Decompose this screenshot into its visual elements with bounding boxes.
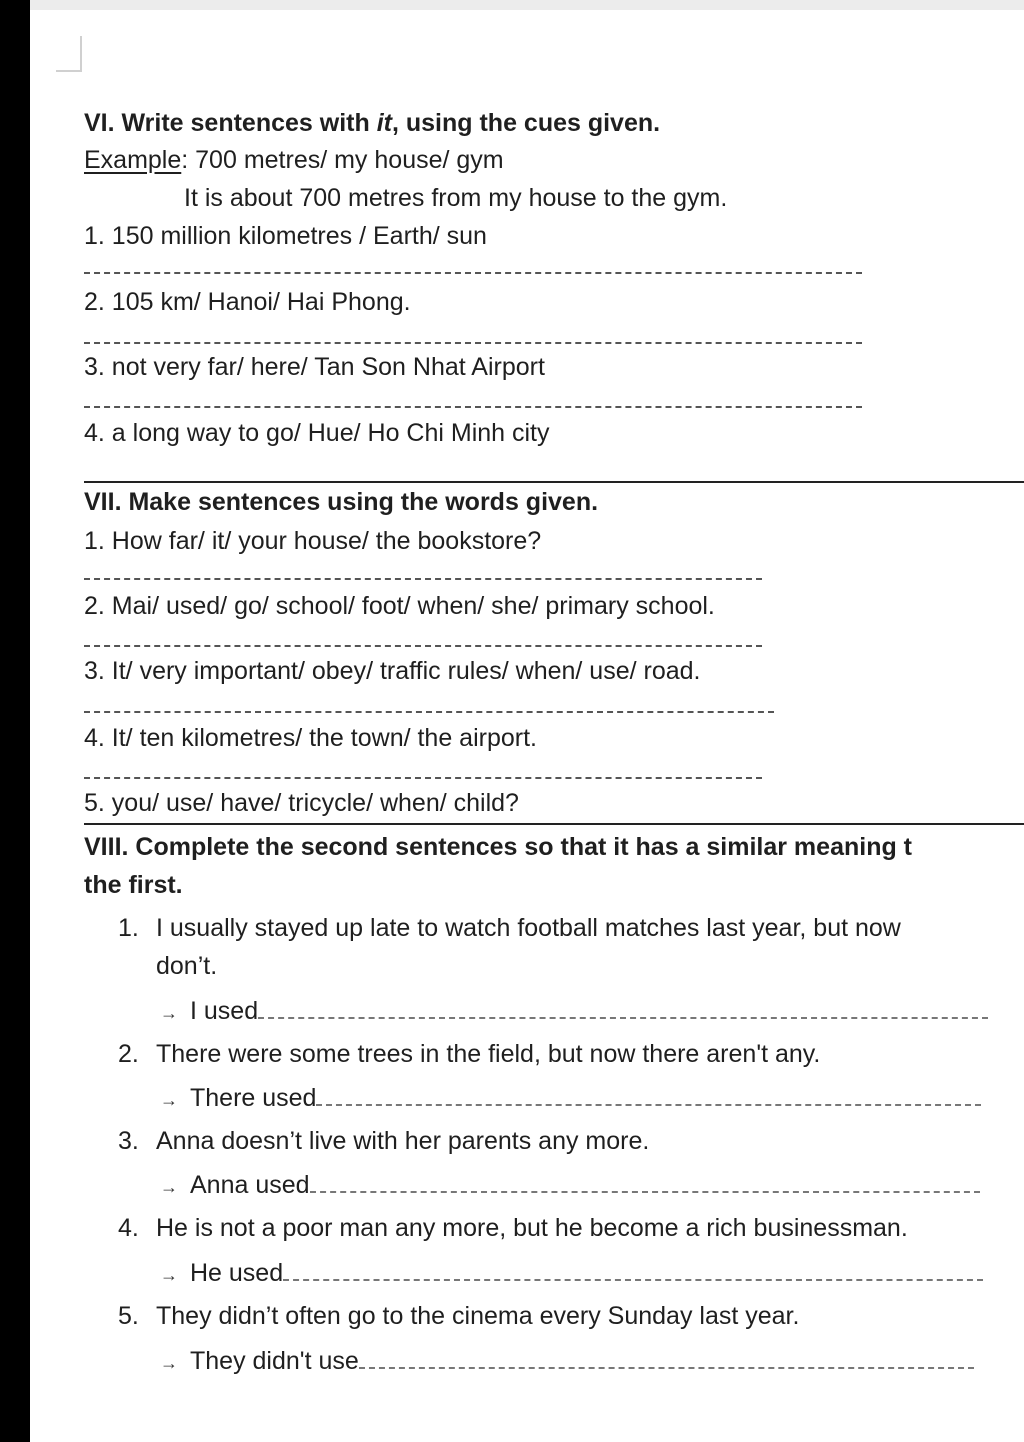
section-6-heading bbox=[84, 108, 660, 138]
s8-item-1-number: 1. bbox=[118, 914, 139, 942]
s8-item-5-text: They didn’t often go to the cinema every Sunday last year. bbox=[156, 1302, 800, 1330]
s8-item-3-blank[interactable] bbox=[310, 1169, 980, 1193]
arrow-icon: → bbox=[160, 1003, 178, 1023]
s8-item-2-text: There were some trees in the field, but now there aren't any. bbox=[156, 1040, 821, 1068]
left-border bbox=[0, 0, 30, 1442]
s8-item-4-answer bbox=[160, 1257, 983, 1290]
s7-answer-line-5[interactable] bbox=[84, 823, 1024, 825]
s8-item-1-text: I usually stayed up late to watch football matches last year, but now bbox=[156, 914, 901, 942]
s8-item-4-text: He is not a poor man any more, but he become a rich businessman. bbox=[156, 1214, 908, 1242]
section-8-heading-line-2: the first. bbox=[84, 871, 183, 899]
page-corner-mark bbox=[56, 36, 82, 72]
s8-item-2-prompt: There used bbox=[190, 1084, 317, 1112]
section-6-heading-pre: VI. Write sentences with bbox=[84, 109, 377, 137]
s6-answer-line-2[interactable] bbox=[84, 342, 862, 344]
section-6-heading-it: it bbox=[376, 109, 392, 137]
s6-answer-line-1[interactable] bbox=[84, 272, 862, 274]
s6-answer-line-4[interactable] bbox=[84, 481, 1024, 483]
s8-item-1-blank[interactable] bbox=[258, 995, 988, 1019]
s8-item-2-blank[interactable] bbox=[316, 1082, 981, 1106]
s8-item-1-text-cont: don’t. bbox=[156, 952, 218, 980]
s8-item-3-answer bbox=[160, 1169, 980, 1202]
s6-item-3: 3. not very far/ here/ Tan Son Nhat Airport bbox=[84, 353, 545, 381]
top-bar bbox=[0, 0, 1024, 10]
s7-answer-line-1[interactable] bbox=[84, 578, 762, 580]
example-cue: : 700 metres/ my house/ gym bbox=[181, 146, 504, 174]
s8-item-5-prompt: They didn't use bbox=[190, 1347, 359, 1375]
s6-item-1: 1. 150 million kilometres / Earth/ sun bbox=[84, 222, 487, 250]
s8-item-4-prompt: He used bbox=[190, 1259, 284, 1287]
arrow-icon: → bbox=[160, 1090, 178, 1110]
s6-item-2: 2. 105 km/ Hanoi/ Hai Phong. bbox=[84, 288, 411, 316]
s8-item-4-blank[interactable] bbox=[283, 1257, 983, 1281]
s8-item-5-answer bbox=[160, 1345, 974, 1378]
section-8-heading-line-1: VIII. Complete the second sentences so that it has a similar meaning t bbox=[84, 833, 913, 861]
s7-answer-line-2[interactable] bbox=[84, 645, 762, 647]
s7-item-5: 5. you/ use/ have/ tricycle/ when/ child? bbox=[84, 789, 519, 817]
s8-item-3-prompt: Anna used bbox=[190, 1171, 310, 1199]
s8-item-1-answer bbox=[160, 995, 988, 1028]
example-answer: It is about 700 metres from my house to the gym. bbox=[184, 184, 728, 212]
s6-item-4: 4. a long way to go/ Hue/ Ho Chi Minh city bbox=[84, 419, 550, 447]
s8-item-2-answer bbox=[160, 1082, 981, 1115]
s7-answer-line-3[interactable] bbox=[84, 711, 774, 713]
s8-item-3-number: 3. bbox=[118, 1127, 139, 1155]
s7-answer-line-4[interactable] bbox=[84, 777, 762, 779]
example-line bbox=[84, 145, 504, 175]
s7-item-1: 1. How far/ it/ your house/ the bookstore? bbox=[84, 527, 542, 555]
s8-item-5-number: 5. bbox=[118, 1302, 139, 1330]
arrow-icon: → bbox=[160, 1177, 178, 1197]
s8-item-2-number: 2. bbox=[118, 1040, 139, 1068]
arrow-icon: → bbox=[160, 1353, 178, 1373]
s7-item-3: 3. It/ very important/ obey/ traffic rules/ when/ use/ road. bbox=[84, 657, 701, 685]
s6-answer-line-3[interactable] bbox=[84, 406, 862, 408]
s8-item-4-number: 4. bbox=[118, 1214, 139, 1242]
section-6-heading-post: , using the cues given. bbox=[391, 109, 661, 137]
example-label: Example bbox=[84, 146, 182, 174]
s8-item-1-prompt: I used bbox=[190, 997, 259, 1025]
arrow-icon: → bbox=[160, 1265, 178, 1285]
s7-item-4: 4. It/ ten kilometres/ the town/ the airport. bbox=[84, 724, 537, 752]
section-7-heading: VII. Make sentences using the words given. bbox=[84, 488, 599, 516]
s7-item-2: 2. Mai/ used/ go/ school/ foot/ when/ she/ primary school. bbox=[84, 592, 715, 620]
s8-item-3-text: Anna doesn’t live with her parents any more. bbox=[156, 1127, 650, 1155]
s8-item-5-blank[interactable] bbox=[359, 1345, 974, 1369]
